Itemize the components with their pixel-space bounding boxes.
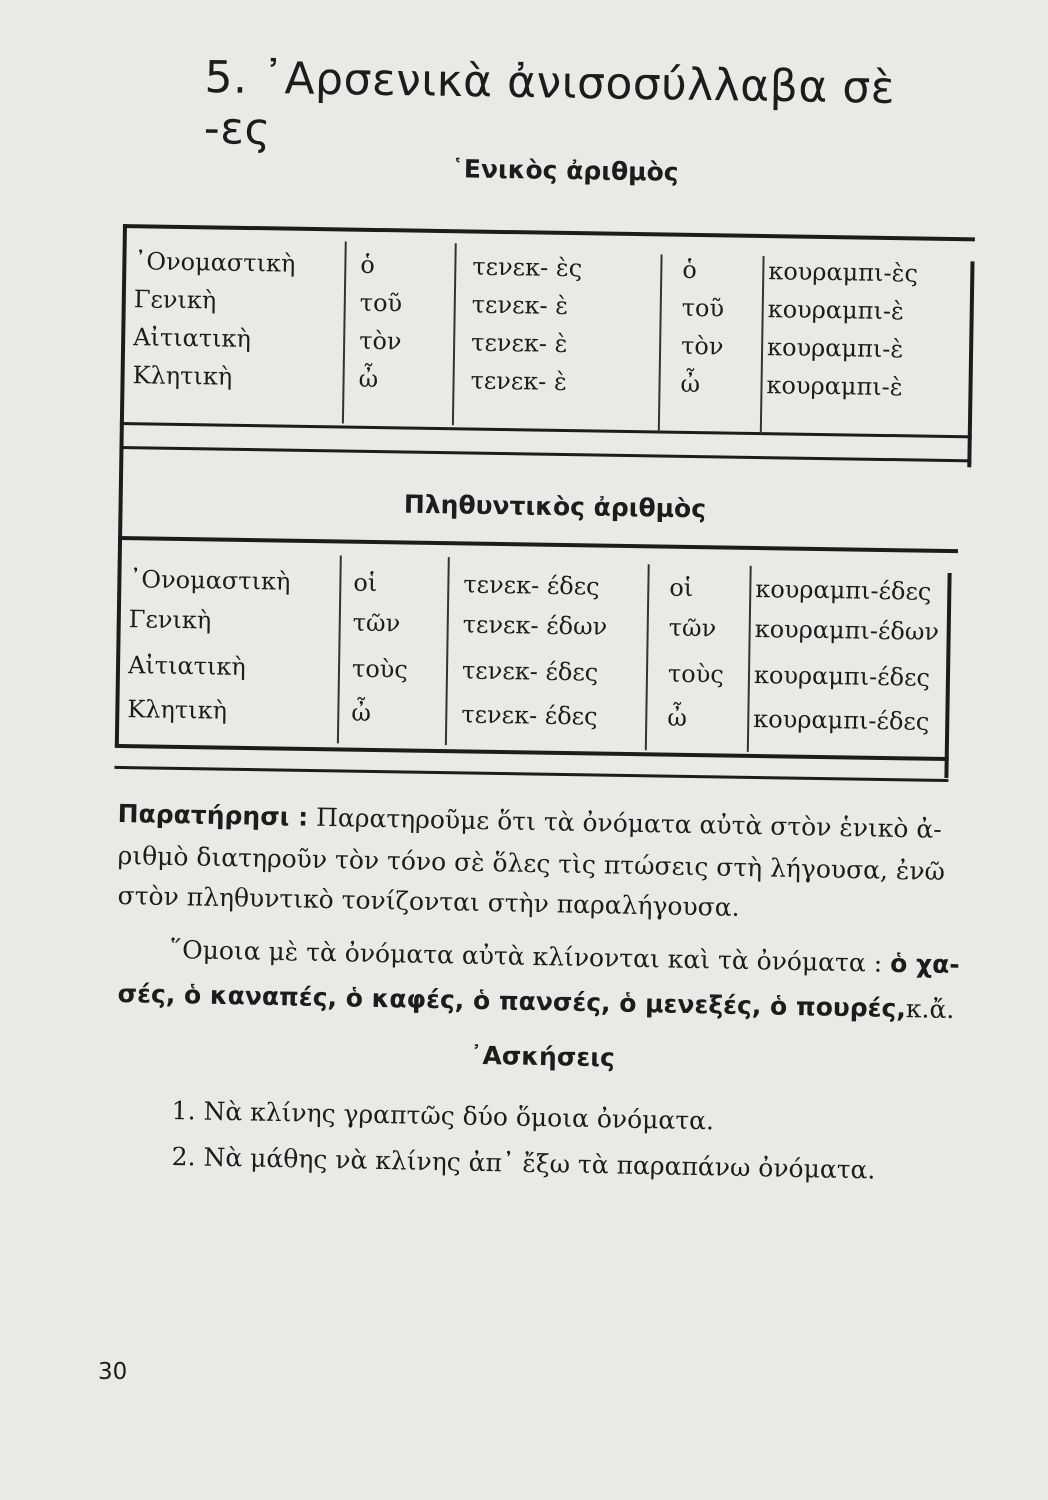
case-label: ᾿Ονομαστικὴ [134,247,296,278]
article: τοὺς [667,659,724,689]
page-number: 30 [98,1359,128,1385]
article: οἱ [669,573,694,602]
article: τοῦ [681,293,725,323]
word-form: κουραμπι-έδες [753,704,930,736]
article: τῶν [668,613,717,643]
note-line [169,932,970,983]
column-separator [658,254,662,432]
article: ὦ [667,703,688,732]
column-separator [337,555,341,743]
case-label: Γενικὴ [133,285,217,315]
word-form: τενεκ- ὲ [471,290,569,321]
article: ὦ [680,369,701,399]
example-word: ὁ χα- [889,948,960,980]
plural-heading: Πληθυντικὸς ἀριθμὸς [403,489,707,524]
article: ὁ [360,250,376,279]
note-line [117,976,968,1028]
table-rule [118,536,958,553]
word-form: τενεκ- ὲ [470,366,568,396]
table-top-rule [123,224,975,241]
singular-heading: ῾Ενικὸς ἀριθμὸς [451,154,679,187]
page-title: 5. ᾿Αρσενικὰ ἀνισοσύλλαβα σὲ -ες [203,52,896,156]
note-text: Παρατηροῦμε ὅτι τὰ ὀνόματα αὐτὰ στὸν ἑνικὸ ἀ- [315,802,943,844]
exercise-item: 2. Νὰ μάθης νὰ κλίνης ἀπ᾿ ἔξω τὰ παραπάνω ὀνόματα. [171,1142,876,1185]
word-form: τενεκ- έδες [461,700,598,731]
case-label: Κλητικὴ [127,695,228,725]
word-form: τενεκ- έδες [461,656,599,687]
column-separator [452,243,456,425]
case-label: Γενικὴ [128,605,212,635]
table-bottom-rule [115,744,949,761]
article: οἱ [353,568,378,598]
article: τὸν [358,326,402,356]
word-form: κουραμπι-ὲς [768,257,919,288]
word-form: κουραμπι-ὲ [766,333,904,364]
case-label: Κλητικὴ [132,361,233,391]
article: τοῦ [359,288,403,318]
table-rule [119,446,971,462]
column-separator [747,566,751,752]
column-separator [760,256,764,434]
word-form: κουραμπι-ὲ [767,295,905,326]
case-label: Αἰτιατικὴ [127,651,246,681]
example-words: σές, ὁ καναπές, ὁ καφές, ὁ πανσές, ὁ μενεξές, ὁ πουρές, [117,978,907,1024]
word-form: κουραμπι-έδων [754,614,940,646]
article: τῶν [352,608,401,638]
article: ὁ [682,255,698,285]
word-form: κουραμπι-ὲ [766,371,903,402]
word-form: τενεκ- έδων [462,610,608,641]
note-line: ριθμὸ διατηροῦν τὸν τόνο σὲ ὅλες τὶς πτώσεις στὴ λήγουσα, ἐνῶ [117,840,946,886]
column-separator [445,557,449,745]
exercise-item: 1. Νὰ κλίνης γραπτῶς δύο ὅμοια ὀνόματα. [171,1096,715,1136]
column-separator [645,564,649,750]
word-form: κουραμπι-έδες [755,574,932,606]
column-separator [342,241,346,423]
note-label: Παρατήρησι : [117,798,309,832]
word-form: κουραμπι-έδες [753,660,931,692]
article: ὦ [358,364,379,394]
word-form: τενεκ- ὲ [470,328,568,358]
article: τοὺς [351,654,409,684]
table-left-border [115,224,127,746]
exercises-heading: ᾿Ασκήσεις [469,1040,616,1073]
table-bottom-rule [114,766,948,782]
word-form: τενεκ- έδες [463,570,600,601]
table-rule [120,422,972,438]
note-line: στὸν πληθυντικὸ τονίζονται στὴν παραλήγουσα. [117,880,740,922]
note-abbreviation: κ.ἄ. [905,994,955,1025]
note-text: ῞Ομοια μὲ τὰ ὀνόματα αὐτὰ κλίνονται καὶ τὰ ὀνόματα : [169,934,883,978]
word-form: τενεκ- ὲς [472,252,583,283]
case-label: Αἰτιατικὴ [133,323,252,354]
case-label: ᾿Ονομαστικὴ [129,565,291,596]
table-right-border-lower [944,573,951,778]
article: τὸν [680,331,724,361]
article: ὦ [351,698,372,727]
